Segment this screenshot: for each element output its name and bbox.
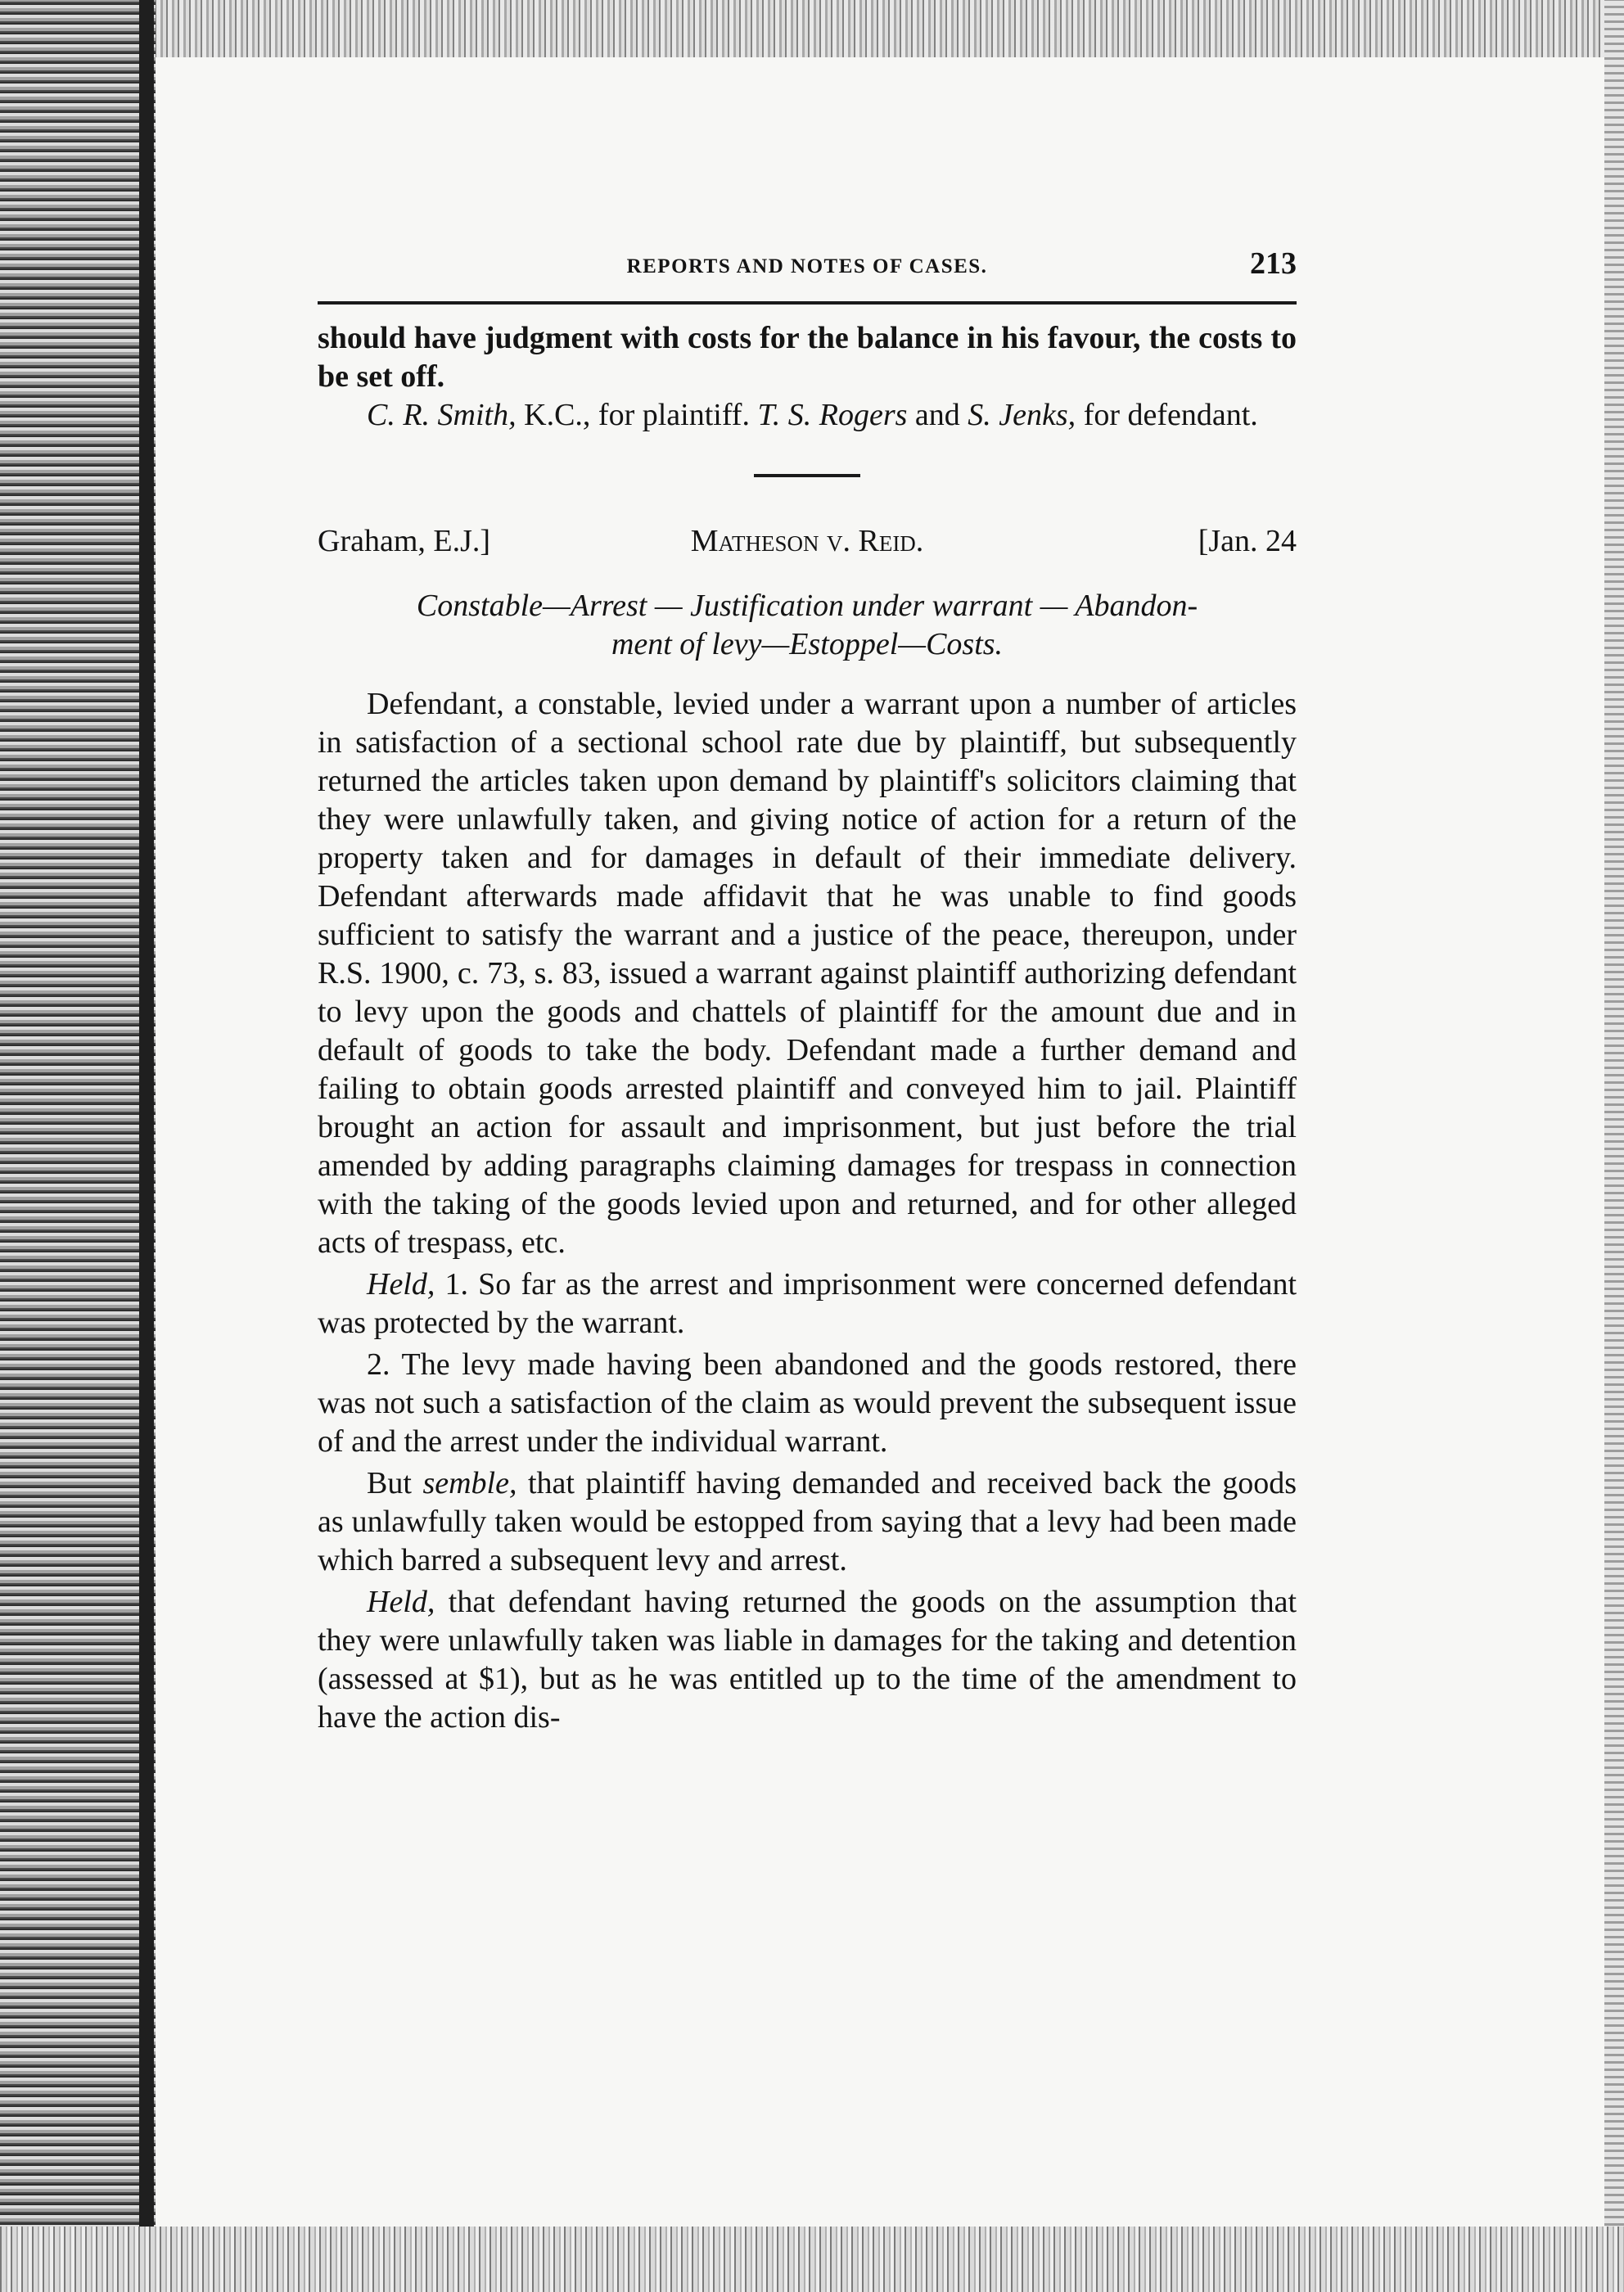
case-judge: Graham, E.J.] [318,524,491,558]
semble-text: that plaintiff having demanded and received back the goods as unlawfully taken would be estopped from saying that a levy had been made which barred a subsequent levy and arrest. [318,1466,1297,1577]
holding-1 [318,1266,1297,1342]
holding-3-text: that defendant having returned the goods on the assumption that they were unlawfully taken was liable in damages for the taking and detention (assessed at $1), but as he was entitled up to the time of the amendment to have the action dis- [318,1585,1297,1735]
case-date: [Jan. 24 [1198,524,1297,558]
case-title: Matheson v. Reid. [690,524,924,558]
holding-1-label: Held, [367,1267,435,1302]
holding-2: 2. The levy made having been abandoned and the goods restored, there was not such a satisfaction of the claim as would prevent the subsequent issue of and the arrest under the individual warrant. [318,1347,1297,1459]
counsel-and: and [907,398,968,432]
page-number: 213 [1250,246,1297,281]
counsel-defendant-name-2: S. Jenks, [968,398,1076,432]
page-body [318,246,1297,1737]
counsel-line [318,396,1297,435]
semble-paragraph [318,1464,1297,1580]
semble-label: semble, [422,1466,517,1500]
holding-3-label: Held, [367,1585,435,1619]
counsel-defendant-name: T. S. Rogers [757,398,908,432]
header-rule [318,301,1297,305]
catchwords [318,587,1297,664]
running-title: REPORTS AND NOTES OF CASES. [626,255,988,277]
catchwords-line-2: ment of levy—Estoppel—Costs. [611,627,1004,661]
carryover-paragraph: should have judgment with costs for the balance in his favour, the costs to be set off. [318,321,1297,394]
section-divider [754,474,860,477]
case-heading [318,523,1297,564]
running-head [318,246,1297,295]
holding-1-text: 1. So far as the arrest and imprisonment were concerned defendant was protected by the warrant. [318,1267,1297,1340]
scan-edge-left [0,0,156,2292]
catchwords-line-1: Constable—Arrest — Justification under warrant — Abandon- [416,589,1198,623]
counsel-plaintiff-role: K.C., for plaintiff. [516,398,758,432]
scan-edge-top [0,0,1624,57]
holding-3 [318,1583,1297,1737]
scan-edge-right [1604,0,1624,2292]
counsel-defendant-role: for defendant. [1076,398,1258,432]
scan-edge-bottom [0,2227,1624,2292]
facts-paragraph: Defendant, a constable, levied under a warrant upon a number of articles in satisfaction of a sectional school rate due by plaintiff, but subsequently returned the articles taken upon demand by plaintiff's solicitors claiming that they were unlawfully taken, and giving notice of action for a return of the property taken and for damages in default of their immediate delivery. Defendant afterwards made affidavit that he was unable to find goods sufficient to satisfy the warrant and a justice of the peace, thereupon, under R.S. 1900, c. 73, s. 83, issued a warrant against plaintiff authorizing defendant to levy upon the goods and chattels of plaintiff for the amount due and in default of goods to take the body. Defendant made a further demand and failing to obtain goods arrested plaintiff and conveyed him to jail. Plaintiff brought an action for assault and imprisonment, but just before the trial amended by adding paragraphs claiming damages for trespass in connection with the taking of the goods levied upon and returned, and for other alleged acts of trespass, etc. [318,687,1297,1260]
book-gutter-shadow [139,0,154,2292]
counsel-plaintiff-name: C. R. Smith, [367,398,517,432]
semble-prefix: But [367,1466,423,1500]
